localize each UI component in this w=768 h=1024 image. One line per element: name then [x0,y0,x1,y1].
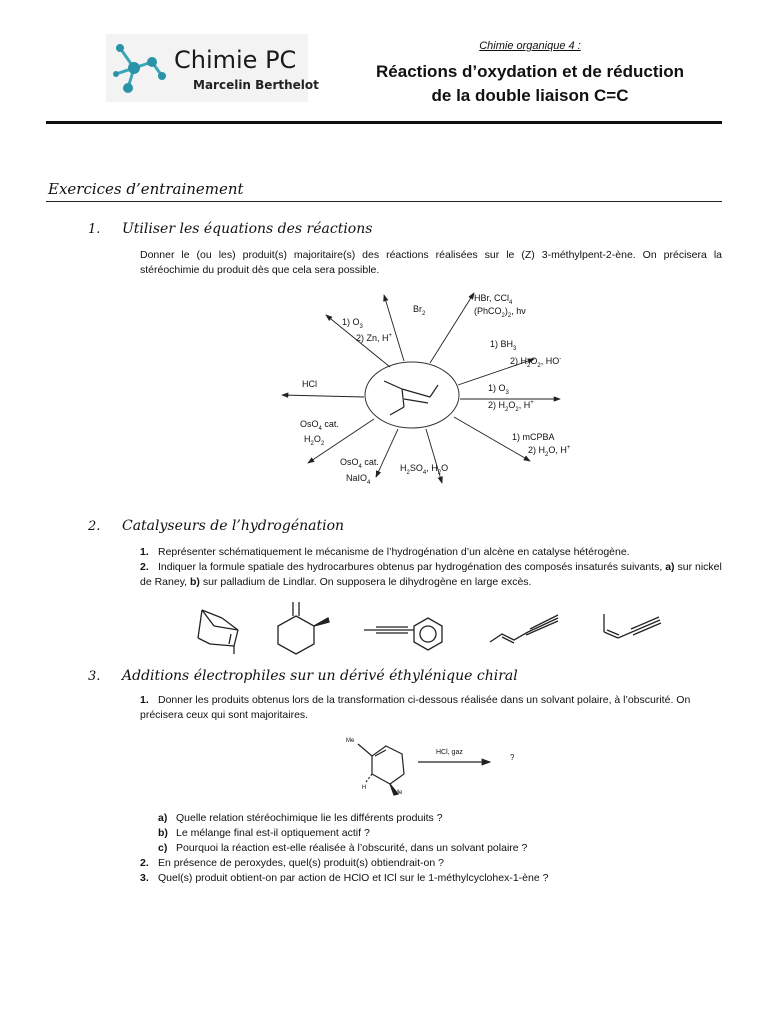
exercise2-title: Catalyseurs de l’hydrogénation [122,518,345,534]
reagent-hbr-2: $(PhCO_2)_2$, hν [474,306,526,319]
course-label: Chimie organique 4 : [479,40,581,52]
exercise3-item1: 1. Donner les produits obtenus lors de la transformation ci-dessous réalisée dans un solvant polaire, à l’obscurité. On précisera ceux qui sont majoritaires. [140,694,691,721]
reagent-oso4-naio4-1: OsO$_4$ cat. [340,457,379,470]
reagent-hcl: HCl [302,379,317,389]
page-title-line2: de la double liaison C=C [431,86,629,105]
phenylpropyne-structure [364,618,442,650]
exercise3-subitem-a: a) Quelle relation stéréochimique lie les différents produits ? [158,812,443,824]
exercise2-number: 2. [88,519,101,534]
exercise2-item2: 2. Indiquer la formule spatiale des hydrocarbures obtenus par hydrogénation des composés insaturés suivants, a) sur nickel de Raney, b) sur palladium de Lindlar. On supposera le dihydrogène en large excès. [140,561,722,588]
hydrogenation-substrates [180,600,570,656]
reagent-oso4-h2o2-2: $H_2O_2$ [304,434,325,447]
reagent-mcpba-2: 2) $H_2O$, H+ [528,445,571,458]
exercise3-title: Additions électrophiles sur un dérivé éthylénique chiral [122,668,518,684]
arrow-hcl [282,395,364,397]
arrow-hbr [430,293,474,363]
molecule-logo-icon [108,40,170,98]
reagent-br2: $Br_2$ [413,304,426,317]
reagent-h2so4: $H_2SO_4$, $H_2O$ [400,463,449,476]
logo-title: Chimie PC [174,46,297,74]
reagent-o3-h2o2-2: 2) $H_2O_2$, H+ [488,400,534,413]
header-divider [46,121,722,124]
logo-subtitle: Marcelin Berthelot [193,78,319,92]
reaction-scheme-3 [340,732,530,800]
reagent-bh3-2: 2) $H_2O_2$, HO- [510,356,562,369]
exercise3-number: 3. [88,669,101,684]
exercise3-item3: 3. Quel(s) produit obtient-on par action de HClO et ICl sur le 1-méthylcyclohex-1-ène ? [140,872,549,884]
exercise3-subitem-b: b) Le mélange final est-il optiquement actif ? [158,827,370,839]
exercise2-item1: 1. Représenter schématiquement le mécanisme de l’hydrogénation d’un alcène en catalyse hétérogène. [140,546,630,558]
reagent-bh3-1: 1) $BH_3$ [490,339,517,352]
section-divider [46,201,722,202]
reagent-mcpba-1: 1) mCPBA [512,432,555,442]
enyne-structure-1 [490,615,558,643]
methylenecyclohexane-structure [278,602,329,654]
product-unknown: ? [510,753,515,762]
exercise1-title: Utiliser les équations des réactions [122,221,373,237]
reagent-hcl-gas: HCl, gaz [436,749,463,756]
reagent-o3-zn-1: 1) $O_3$ [342,317,363,330]
reagent-o3-h2o2-1: 1) $O_3$ [488,383,509,396]
hydrogen-label: H [362,785,367,791]
reagent-oso4-naio4-2: NaIO$_4$ [346,473,371,486]
exercise3-item2: 2. En présence de peroxydes, quel(s) produit(s) obtiendrait-on ? [140,857,444,869]
exercise1-number: 1. [88,222,101,237]
reaction-scheme-1 [280,285,580,490]
methyl-label-top: Me [346,738,355,744]
page-title-line1: Réactions d’oxydation et de réduction [376,62,684,81]
section-title: Exercices d’entrainement [48,180,244,198]
exercise1-text: Donner le (ou les) produit(s) majoritaire(s) des réactions réalisées sur le (Z) 3-méthylpent-2-ène. On précisera la stéréochimie du produit dès que cela sera possible. [140,249,722,276]
exercise3-subitem-c: c) Pourquoi la réaction est-elle réalisée à l’obscurité, dans un solvant polaire ? [158,842,528,854]
enyne-structure-2 [598,610,668,650]
reagent-oso4-h2o2-1: OsO$_4$ cat. [300,419,339,432]
norbornene-structure [198,610,238,654]
methyl-label-bottom: Me [394,790,403,796]
center-ellipse [365,362,459,428]
arrow-bromine [384,295,404,361]
reagent-hbr-1: HBr, CCl$_4$ [474,293,513,306]
reagent-o3-zn-2: 2) Zn, H+ [356,333,393,343]
alkene-skeleton [384,381,438,415]
arrow-oso4-naio4 [376,429,398,477]
